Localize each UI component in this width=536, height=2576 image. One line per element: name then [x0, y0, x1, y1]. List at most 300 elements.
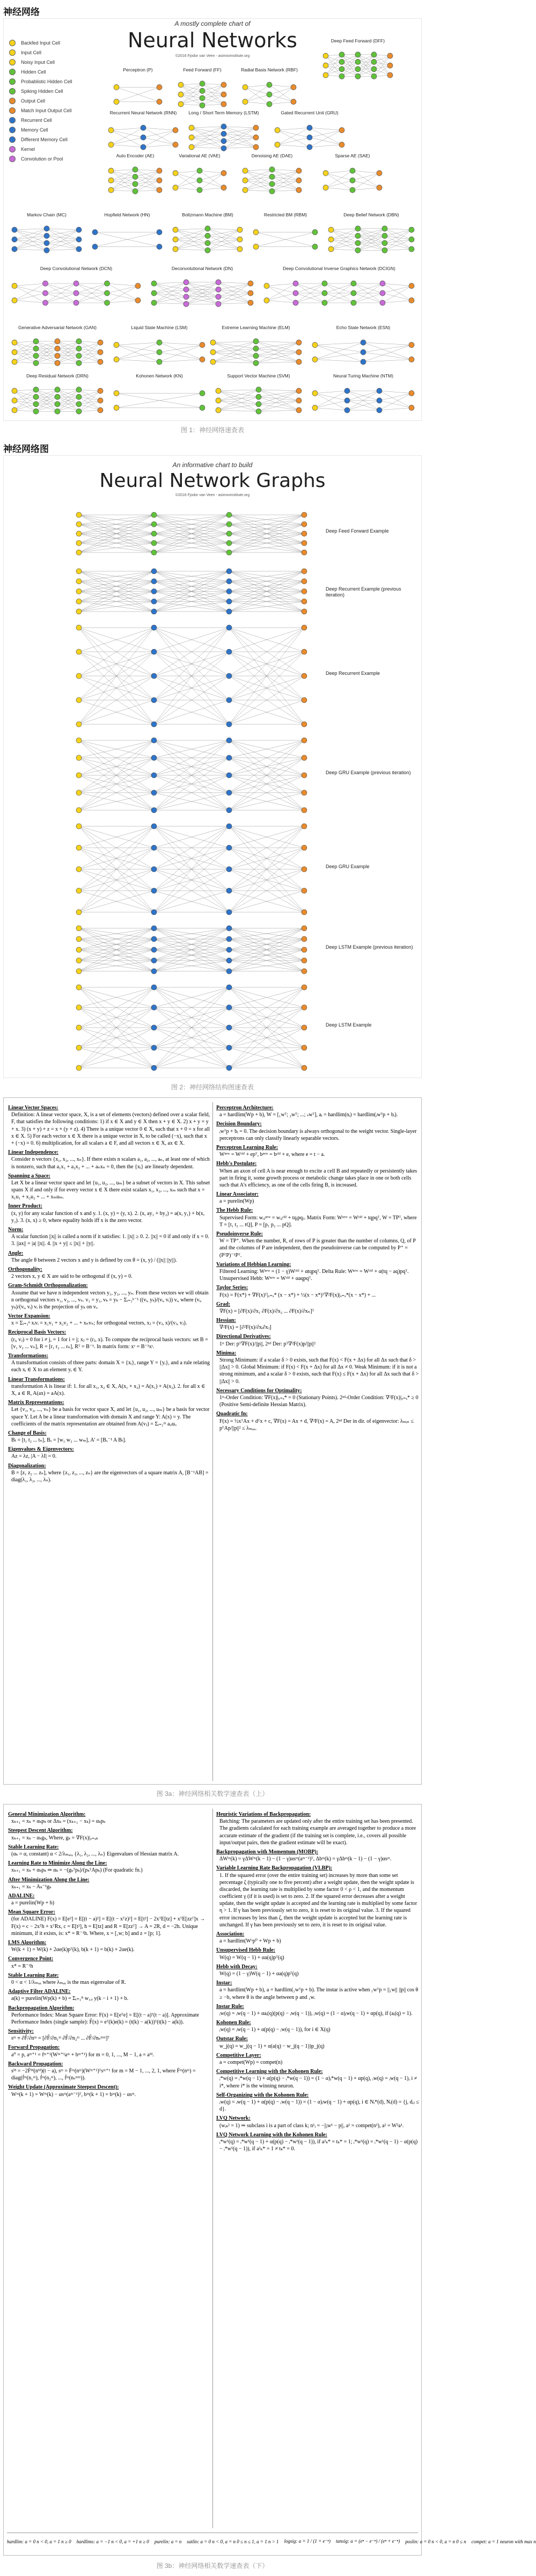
connection [200, 171, 224, 173]
network-glyph [111, 333, 208, 371]
formula-heading: Instar: [216, 1980, 232, 1986]
formula-heading: Inner Product: [8, 1203, 42, 1210]
connection [383, 301, 412, 303]
graph-node [76, 845, 82, 850]
neuron-node [243, 85, 248, 90]
formula-heading: Linear Associator: [216, 1191, 259, 1198]
network-diagram [240, 153, 304, 200]
neuron-node [157, 359, 162, 365]
network-label: Perceptron (P) [123, 67, 153, 72]
formula-text: sᴹ = −2Ḟᴹ(nᴹ)(t − a), sᵐ = Ḟᵐ(nᵐ)(Wᵐ⁺¹)ᵀsᵐ⁺¹ for m = M − 1, ..., 2, 1, where Ḟᵐ(nᵐ) = diag(ḟᵐ(n₁ᵐ), ḟᵐ(n₂ᵐ), ..., ḟᵐ(nₛᵐᵐ)). [11, 2068, 196, 2082]
neuron-node [33, 394, 39, 399]
graph-node [151, 649, 157, 654]
formula-block [8, 1173, 211, 1201]
network-label: Echo State Network (ESN) [336, 325, 391, 330]
network-glyph [170, 221, 245, 258]
neuron-node [221, 124, 226, 129]
neuron-node [237, 246, 243, 252]
connection [208, 249, 240, 250]
neuron-node [12, 237, 17, 242]
neuron-node [189, 125, 194, 130]
neuron-node [173, 142, 178, 148]
connection [208, 229, 240, 230]
graph-example-label: Deep Recurrent Example (previous iteration) [326, 586, 401, 598]
formula-text: Definition: A linear vector space, X, is a set of elements (vectors) defined over a scalar field, F, that satisfies the following conditions: 1) if x ∈ X and y ∈ X then x + y ∈ X. 2) x + y = y + x. 3) (x + y) + z = x + (y + z). 4) There is a unique vector 0 ∈ X, such that x + 0 = x for all x ∈ X. 5) For each vector x ∈ X there is a unique vector in X, to be called (−x), such that x + (−x) = 0. 6) multiplication, for all scalars a ∈ F, and all vectors x ∈ X, ax ∈ X. [11, 1112, 210, 1146]
neuron-node [55, 339, 60, 344]
connection [277, 128, 310, 130]
legend-item [9, 144, 95, 154]
transfer-function: tansig: a = (eⁿ − e⁻ⁿ) / (eⁿ + e⁻ⁿ) [336, 2538, 400, 2544]
formula-heading: Diagonalization: [8, 1462, 46, 1469]
neuron-node [114, 85, 119, 90]
formula-block [216, 2003, 419, 2017]
network-label: Neural Turing Machine (NTM) [333, 373, 393, 379]
formula-block [8, 1430, 211, 1444]
neuron-node [12, 359, 17, 365]
formula-block [8, 1446, 211, 1460]
section-title-neural-network-graphs: 神经网络图 [3, 444, 49, 454]
formula-block [8, 1939, 211, 1953]
neuron-node [105, 281, 110, 286]
connection [379, 391, 412, 394]
graph-node [302, 985, 307, 990]
neuron-node [296, 398, 302, 403]
neuron-node [409, 391, 414, 396]
graph-node [226, 947, 232, 952]
graph-node [76, 697, 82, 703]
formula-heading: Decision Boundary: [216, 1121, 262, 1127]
formula-block [216, 1980, 419, 2001]
formula-heading: Self-Organizing with the Kohonen Rule: [216, 2092, 309, 2098]
neuron-node [409, 357, 414, 362]
neuron-node [221, 139, 226, 144]
legend-item [9, 77, 95, 86]
neuron-node [328, 246, 334, 252]
neuron-node [361, 359, 366, 365]
formula-heading: Variations of Hebbian Learning: [216, 1261, 291, 1268]
connection [14, 362, 36, 363]
neuron-node [12, 283, 17, 289]
neuron-node [114, 405, 119, 411]
neuron-node [256, 394, 261, 399]
connection [331, 229, 358, 230]
neuron-node [135, 283, 141, 289]
formula-block [216, 1317, 419, 1331]
formula-text: (x, y) for any scalar function of x and y. 1. (x, y) = (y, x). 2. (x, ay₁ + by₂) = a(x, y₁) + b(x, y₂). 3. (x, x) ≥ 0, where equality holds iff x is the zero vector. [11, 1210, 205, 1224]
graph-node [302, 722, 307, 727]
legend-item [9, 135, 95, 144]
formula-heading: Pseudoinverse Rule: [216, 1231, 263, 1237]
network-label: Kohonen Network (KN) [136, 373, 183, 379]
graph-node [226, 1045, 232, 1051]
neuron-node [108, 142, 114, 148]
connection [143, 145, 175, 148]
graph-node [76, 1065, 82, 1071]
neuron-node [178, 92, 183, 97]
neuron-node [33, 402, 39, 407]
formula-heading: The Hebb Rule: [216, 1207, 253, 1214]
graph-node [151, 625, 157, 630]
neuron-node [173, 227, 178, 232]
formula-heading: Sensitivity: [8, 2028, 34, 2035]
neuron-node [98, 388, 103, 394]
formula-text: ᵢw(q) = ᵢw(q − 1) + α(p(q) − ᵢw(q − 1)), for i ∈ X(q) [219, 2027, 331, 2033]
neuron-node [322, 281, 327, 286]
neuron-node [12, 298, 17, 303]
formula-block [216, 1849, 419, 1862]
formula-heading: General Minimization Algorithm: [8, 1811, 86, 1817]
network-label: Gated Recurrent Unit (GRU) [281, 110, 339, 115]
formula-text: ΔWᵐ(k) = γΔWᵐ(k − 1) − (1 − γ)αsᵐ(aᵐ⁻¹)ᵀ, Δbᵐ(k) = γΔbᵐ(k − 1) − (1 − γ)αsᵐ. [219, 1856, 392, 1862]
formula-text: ∇F(x) = [∂F(x)/∂x₁ ∂F(x)/∂x₂ ... ∂F(x)/∂xₙ]ᵀ [219, 1308, 314, 1314]
graph-node [76, 1045, 82, 1051]
formula-text: Wⁿᵉʷ = Wᵒˡᵈ + epᵀ, bⁿᵉʷ = bᵒˡᵈ + e, where e = t − a. [219, 1152, 325, 1158]
neuron-node [355, 52, 361, 57]
neuron-node [296, 350, 302, 355]
neuron-node [382, 226, 387, 231]
connection [14, 249, 47, 250]
network-glyph [170, 162, 229, 199]
transfer-function: logsig: a = 1 / (1 + e⁻ⁿ) [284, 2538, 331, 2544]
graph-node [151, 1065, 157, 1071]
connection [213, 362, 256, 363]
transfer-function: compet: a = 1 neuron with max n [471, 2538, 536, 2544]
graph-node [302, 936, 307, 942]
formula-heading: Minima: [216, 1350, 237, 1356]
connection [256, 362, 299, 363]
connection [154, 282, 186, 283]
math-sheet-bottom-left-column [8, 1809, 211, 2098]
neuron-node [55, 394, 60, 399]
legend-item [9, 96, 95, 106]
neuron-node [44, 241, 49, 246]
graph-node [151, 609, 157, 614]
network-glyph [9, 274, 143, 312]
neuron-node [12, 398, 17, 403]
neuron-node [237, 227, 243, 232]
network-diagram [251, 212, 320, 259]
formula-text: Filtered Learning: Wⁿᵉʷ = (1 − γ)Wᵒˡᵈ + αtqpqᵀ. Delta Rule: Wⁿᵉʷ = Wᵒˡᵈ + α(tq − aq)pqᵀ. Unsupervised Hebb: Wⁿᵉʷ = Wᵒˡᵈ + αaqpqᵀ. [219, 1268, 409, 1282]
neuron-node [355, 248, 361, 253]
formula-block [216, 1865, 419, 1929]
neuron-node [253, 339, 259, 344]
graph-node [151, 824, 157, 829]
graph-node [76, 1025, 82, 1030]
neuron-node [197, 168, 202, 173]
formula-text: (αₖ = α, constant) α < 2/λₘₐₓ, {λ₁, λ₂, ..., λₙ} Eigenvalues of Hessian matrix A. [11, 1851, 179, 1857]
graph-node [76, 722, 82, 727]
graph-node [76, 569, 82, 574]
formula-text: a(k) = purelin(Wp(k) + b) = Σᵢ₌₁ᴿ w₁,ᵢ y(k − i + 1) + b. [11, 1996, 129, 2002]
legend-label: Match Input Output Cell [21, 108, 72, 113]
transfer-function: hardlims: a = −1 n < 0, a = +1 n ≥ 0 [76, 2538, 149, 2544]
formula-block [216, 1207, 419, 1228]
neuron-node [361, 350, 366, 355]
formula-block [216, 2019, 419, 2033]
network-diagram [106, 110, 181, 157]
graph-node [226, 790, 232, 796]
formula-heading: LMS Algorithm: [8, 1940, 47, 1946]
connection [14, 301, 46, 303]
neuron-node [157, 230, 162, 235]
neuron-node [98, 398, 103, 403]
neuron-node [350, 187, 355, 193]
neuron-node [269, 188, 275, 194]
neuron-node [339, 128, 344, 133]
neuron-node [221, 131, 226, 136]
graph-node [76, 589, 82, 594]
neuron-node [216, 301, 221, 307]
fig1-copyright: ©2016 Fjodor van Veen - asimovinstitute.org [175, 54, 250, 58]
neuron-node [382, 248, 387, 253]
formula-heading: Instar Rule: [216, 2003, 244, 2010]
graph-node [76, 773, 82, 778]
connection [218, 410, 259, 411]
formula-text: Strong Minimum: if a scalar δ > 0 exists, such that F(x) < F(x + Δx) for all Δx such that δ > ||Δx|| > 0. Global Minimum: if F(x) < F(x + Δx) for all Δx ≠ 0. Weak Minimum: if it is not a strong minimum, and a scalar δ > 0 exists, such that F(x) ≤ F(x + Δx) for all Δx such that δ > ||Δx|| > 0. [219, 1357, 419, 1385]
formula-heading: Convergence Point: [8, 1956, 54, 1962]
neuron-node [141, 144, 146, 150]
network-diagram [170, 212, 245, 259]
network-label: Hopfield Network (HN) [104, 212, 150, 217]
neuron-node [380, 300, 385, 305]
connection [331, 249, 358, 250]
graph-node [226, 625, 232, 630]
transfer-function: satlin: a = 0 n < 0, a = n 0 ≤ n ≤ 1, a = 1 n > 1 [187, 2538, 279, 2544]
graph-node [76, 625, 82, 630]
legend-label: Hidden Cell [21, 69, 46, 75]
neuron-node [76, 360, 82, 366]
graph-node [76, 609, 82, 614]
neuron-node [200, 405, 205, 411]
transfer-function-strip [7, 2533, 536, 2550]
neuron-node [355, 74, 361, 79]
neuron-node [76, 402, 82, 407]
graph-node [226, 649, 232, 654]
formula-block [8, 1988, 211, 2002]
formula-block [8, 2084, 211, 2098]
neuron-node [205, 233, 210, 238]
transfer-function: hardlim: a = 0 n < 0, a = 1 n ≥ 0 [7, 2538, 71, 2544]
neuron-node [296, 407, 302, 413]
neuron-node [312, 244, 318, 250]
formula-block [8, 1844, 211, 1858]
graph-node [151, 512, 157, 518]
graph-node [226, 985, 232, 990]
graph-example-label: Deep GRU Example [326, 864, 370, 869]
network-glyph [320, 162, 385, 199]
graph-node [226, 958, 232, 963]
formula-block [8, 1313, 211, 1327]
graph-node [151, 936, 157, 942]
graph-node [226, 738, 232, 743]
graph-node [76, 673, 82, 679]
network-glyph [106, 162, 165, 199]
neuron-node [197, 178, 202, 183]
connection [315, 391, 347, 394]
neuron-node [382, 241, 387, 246]
neuron-node [312, 343, 318, 348]
neuron-node [76, 394, 82, 399]
graph-node [151, 909, 157, 915]
formula-heading: Hebb's Postulate: [216, 1161, 257, 1167]
neuron-node [55, 360, 60, 366]
graph-node [76, 958, 82, 963]
graph-node [76, 599, 82, 604]
network-label: Markov Chain (MC) [27, 212, 67, 217]
network-diagram [310, 325, 417, 372]
graph-node [302, 649, 307, 654]
neuron-node [133, 167, 138, 172]
legend-swatch [9, 40, 16, 46]
neuron-node [243, 99, 248, 105]
connection [47, 249, 79, 250]
formula-heading: Hebb with Decay: [216, 1963, 258, 1970]
neuron-node [253, 346, 259, 351]
graph-node [226, 512, 232, 518]
formula-heading: Eigenvalues & Eigenvectors: [8, 1446, 74, 1453]
math-sheet-top-left-column [8, 1102, 211, 1483]
network-diagram [111, 325, 208, 372]
fig1-title: Neural Networks [128, 28, 297, 52]
legend-item [9, 48, 95, 57]
neuron-node [248, 290, 253, 296]
connection [14, 229, 47, 230]
graph-node [302, 790, 307, 796]
neuron-node [339, 67, 344, 72]
neuron-node [377, 185, 382, 191]
network-diagram [111, 373, 208, 420]
network-glyph [251, 221, 320, 258]
formula-block [8, 1827, 211, 1841]
formula-block [216, 1160, 419, 1189]
network-glyph [9, 382, 106, 419]
legend-swatch [9, 156, 16, 162]
formula-heading: Transformations: [8, 1353, 48, 1359]
graph-node [76, 579, 82, 584]
connection [202, 84, 224, 85]
neuron-node [210, 359, 216, 365]
formula-text: xₖ₊₁ = xₖ − αₖgₖ, Where, gₖ = ∇F(x)|ₓ₌ₓₖ [11, 1835, 98, 1841]
neuron-node [269, 167, 275, 172]
neuron-node [328, 237, 334, 242]
graph-node [76, 738, 82, 743]
neuron-node [267, 82, 272, 88]
caption-fig1: 图 1：神经网络速查表 [180, 426, 244, 434]
connection [79, 362, 100, 363]
graph-node [226, 755, 232, 761]
formula-heading: Necessary Conditions for Optimality: [216, 1387, 302, 1394]
formula-block [216, 1410, 419, 1432]
neuron-node [33, 387, 39, 392]
graph-node [226, 609, 232, 614]
neuron-node [133, 188, 138, 194]
neuron-node [173, 246, 178, 252]
formula-heading: Unsupervised Hebb Rule: [216, 1947, 276, 1954]
connection [192, 147, 224, 148]
network-diagram [320, 153, 385, 200]
graph-node [151, 958, 157, 963]
formula-heading: Reciprocal Basis Vectors: [8, 1329, 67, 1336]
neuron-node [200, 88, 205, 93]
graph-node [302, 579, 307, 584]
formula-block [216, 2115, 419, 2129]
neuron-node [344, 398, 350, 403]
legend-swatch [9, 107, 16, 114]
network-glyph [310, 333, 417, 371]
formula-text: ᵢw(q) = ᵢw(q − 1) + αaᵢ(q)(p(q) − ᵢw(q − 1)), ᵢw(q) = (1 − α)ᵢw(q − 1) + αp(q), if (aᵢ(q) = 1). [219, 2010, 413, 2017]
connection [213, 341, 256, 343]
neuron-node [371, 59, 377, 64]
neuron-node [377, 171, 382, 176]
legend-label: Memory Cell [21, 127, 48, 133]
connection [175, 229, 208, 230]
neuron-node [256, 402, 261, 407]
neuron-node [108, 178, 114, 183]
neuron-node [221, 82, 226, 88]
neuron-node [76, 409, 82, 414]
neuron-node [210, 350, 216, 355]
neuron-node [409, 298, 414, 303]
neuron-node [355, 241, 361, 246]
legend-label: Recurrent Cell [21, 118, 52, 123]
connection [269, 102, 293, 105]
formula-heading: Learning Rate to Minimize Along the Line: [8, 1860, 107, 1867]
neuron-node [44, 226, 49, 231]
graph-node [302, 845, 307, 850]
neuron-node [200, 391, 205, 396]
connection [159, 360, 202, 362]
formula-block [216, 1350, 419, 1385]
neuron-node [173, 171, 178, 176]
network-diagram [9, 266, 143, 313]
neuron-node [216, 388, 221, 394]
graph-example-label: Deep GRU Example (previous iteration) [326, 770, 411, 775]
neuron-node [151, 281, 157, 286]
network-diagram [111, 67, 165, 114]
formula-heading: Taylor Series: [216, 1285, 248, 1291]
formula-heading: LVQ Network Learning with the Kohonen Rule: [216, 2131, 327, 2138]
neuron-node [355, 67, 361, 72]
graph-node [76, 1005, 82, 1010]
graph-node [151, 1005, 157, 1010]
connection [107, 301, 138, 303]
neuron-node [323, 185, 328, 191]
network-glyph [111, 76, 165, 113]
formula-heading: Competitive Learning with the Kohonen Rule: [216, 2069, 323, 2075]
formula-heading: Backpropagation with Momentum (MOBP): [216, 1849, 319, 1855]
connection [267, 301, 296, 303]
neural-network-zoo-figure [3, 18, 422, 421]
formula-block [8, 2005, 211, 2026]
network-label: Denoising AE (DAE) [251, 153, 293, 158]
legend-item [9, 86, 95, 96]
network-glyph [90, 221, 165, 258]
legend-label: Output Cell [21, 98, 46, 104]
neuron-node [307, 125, 312, 130]
formula-heading: Grad: [216, 1301, 231, 1307]
network-label: Deep Feed Forward (DFF) [331, 38, 385, 43]
graph-node [302, 1025, 307, 1030]
neuron-node [216, 294, 221, 300]
caption-fig2: 图 2：神经网络结构图速查表 [171, 1083, 254, 1091]
connection [218, 282, 251, 283]
neuron-node [189, 144, 194, 150]
connection [315, 343, 363, 345]
neuron-node [387, 53, 393, 59]
formula-block [8, 1282, 211, 1311]
formula-block [216, 1947, 419, 1961]
legend-label: Spiking Hidden Cell [21, 89, 63, 94]
